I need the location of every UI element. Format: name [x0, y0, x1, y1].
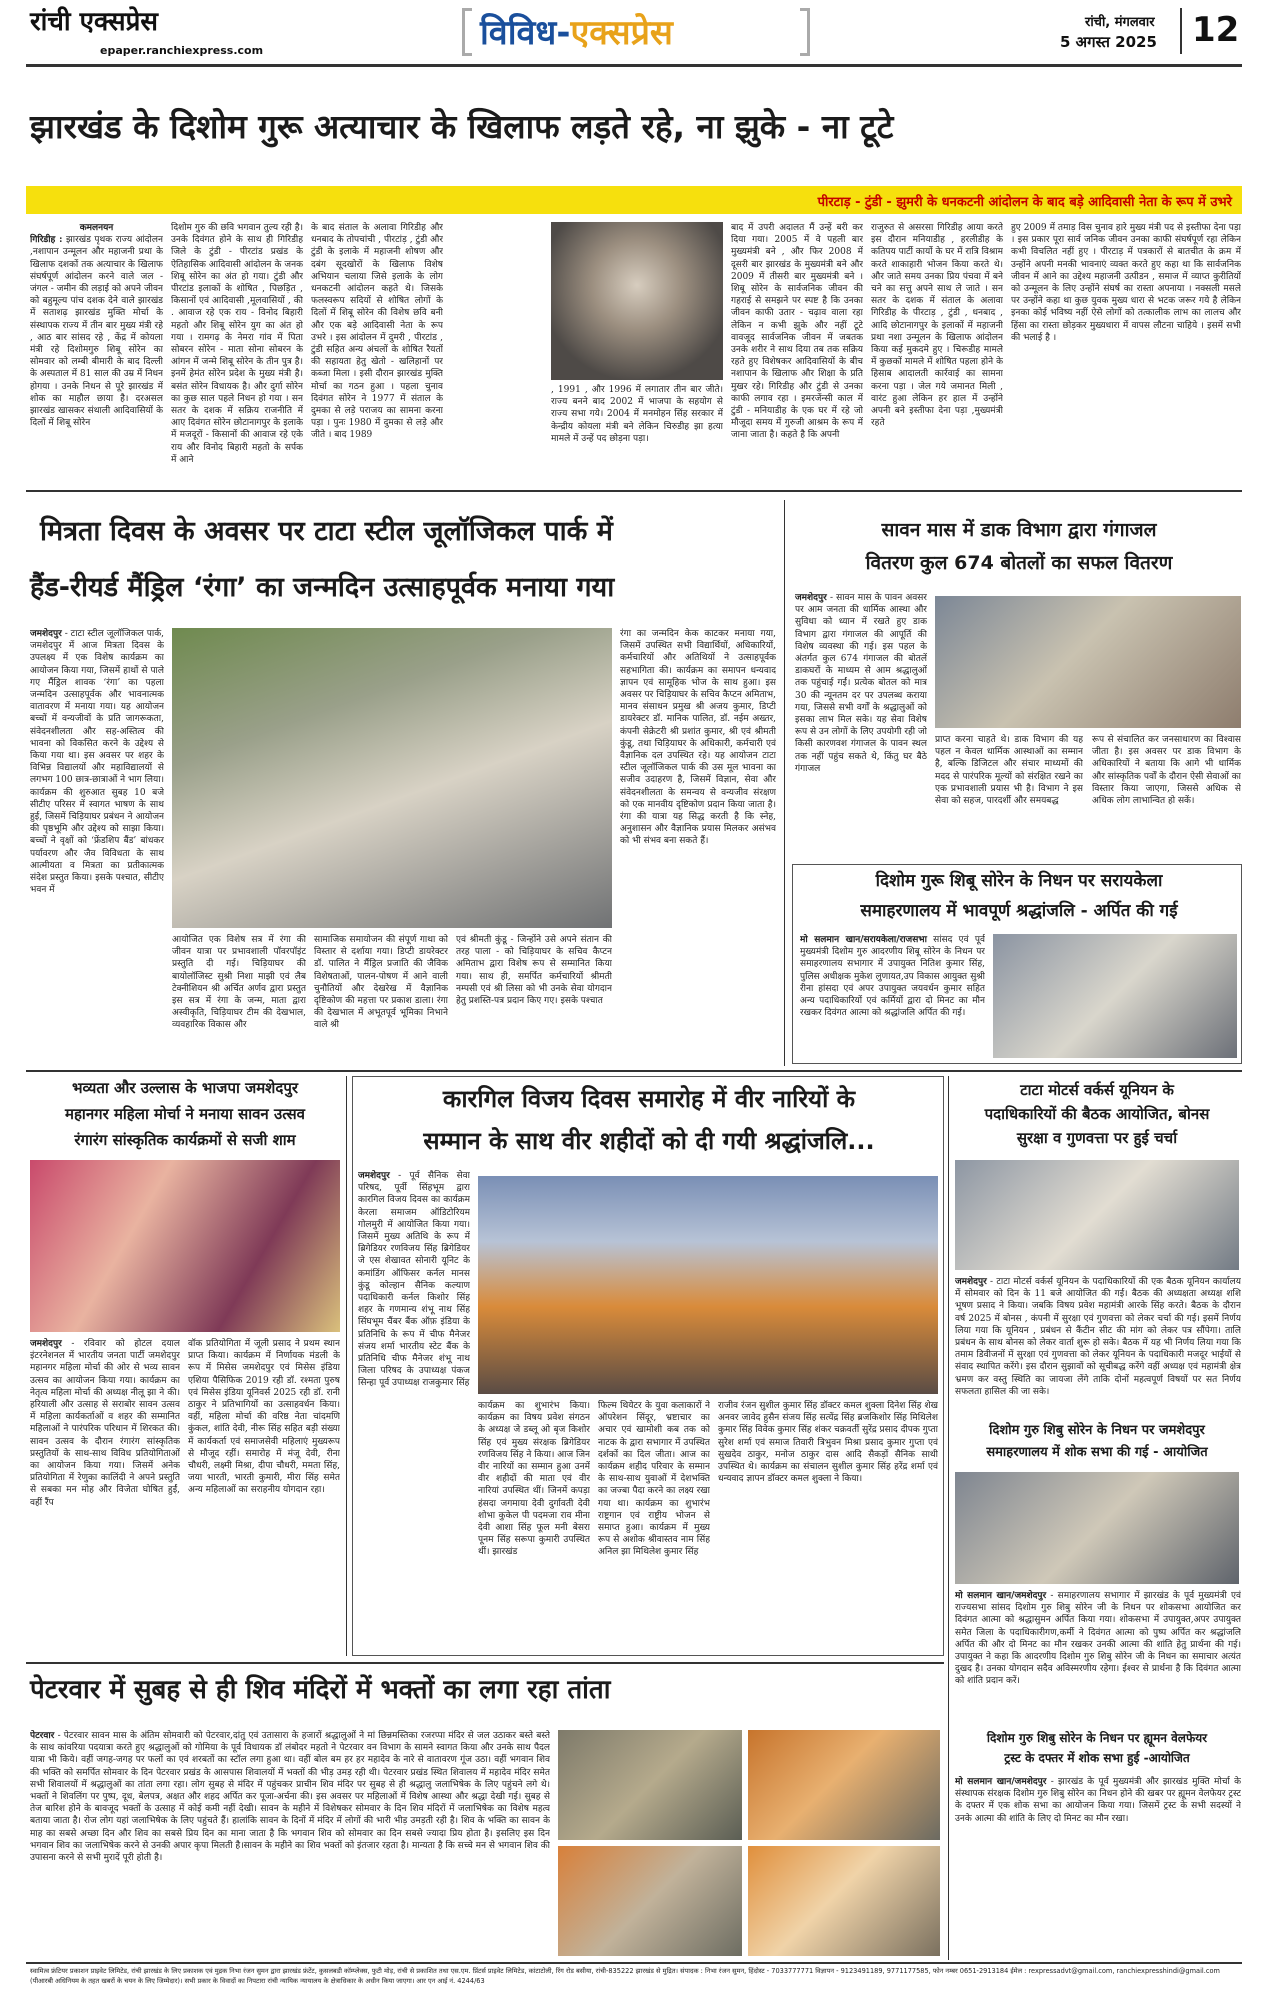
kargil-photo: [478, 1176, 938, 1394]
lead-headline: झारखंड के दिशोम गुरू अत्याचार के खिलाफ लड़ते रहे, ना झुके - ना टूटे: [30, 107, 894, 146]
post-dateline: जमशेदपुर: [795, 593, 827, 603]
saraikela-byline: मो सलमान खान/सरायकेला/राजसभा: [800, 935, 927, 945]
tata-headline-2: पदाधिकारियों की बैठक आयोजित, बोनस: [984, 1105, 1210, 1123]
lead-photo-caption: , 1991 , और 1996 में लगातार तीन बार जीते। राज्य बनने बाद 2002 में भाजपा के सहयोग से राज्य सभा गये। 2004 में मनमोहन सिंह सरकार में केन्द्रीय कोयला मंत्री बने लेकिन चिरुडीह झा हत्या मामले में उन्हें पद छोड़ना पड़ा।: [551, 385, 723, 444]
condolence-photo: [955, 1472, 1239, 1584]
section-prefix: विविध-: [480, 13, 571, 53]
welfare-text: - झारखंड के पूर्व मुख्यमंत्री और झारखंड मुक्ति मोर्चा के संस्थापक संरक्षक दिशोम गुरु शिबु सोरेन का निधन होने की खबर पर ह्यूमन वेलफेयर ट्रस्ट के दफ्तर में एक शोक सभा का आयोजन किया गया। जिसमें ट्रस्ट के सभी सदस्यों ने उनके आत्मा की शांति के लिए दो मिनट का मौन रखा।: [955, 1777, 1241, 1824]
website[interactable]: epaper.ranchiexpress.com: [100, 44, 264, 57]
footer-disclaimer: (पीआरबी अधिनियम के तहत खबरों के चयन के लिए जिम्मेदार)। सभी प्रकार के विवादों का निपटारा रांची न्यायिक न्यायालय के क्षेत्राधिकार के अधीन किया जाएगा। आर एन आई नं. 4244/63: [30, 1977, 485, 1985]
lead-strap: [26, 186, 1242, 214]
bjp-headline-3: रंगारंग सांस्कृतिक कार्यक्रमों से सजी शाम: [74, 1131, 296, 1149]
petarwar-photo-1: [558, 1730, 742, 1840]
zoo-headline-1: मित्रता दिवस के अवसर पर टाटा स्टील जूलॉजिकल पार्क में: [40, 516, 613, 547]
tata-dateline: जमशेदपुर: [955, 1277, 987, 1287]
issue-date: 5 अगस्त 2025: [1060, 33, 1157, 51]
tata-body: [955, 1276, 1241, 1416]
condolence-headline-2: समाहरणालय में शोक सभा की गई - आयोजित: [986, 1445, 1208, 1460]
zoo-col-3: सामाजिक समायोजन की संपूर्ण गाथा को विस्तार से दर्शाया गया। डिप्टी डायरेक्टर डॉ. पालित ने मैंड्रिल प्रजाति की जैविक विशेषताओं, पालन-पोषण में आने वाली चुनौतियों और देखरेख में वैज्ञानिक दृष्टिकोण की महत्ता पर प्रकाश डाला। रंगा की देखभाल में अभूतपूर्व भूमिका निभाने वाले श्री: [314, 935, 448, 1031]
section-rule-3: [26, 1662, 944, 1664]
lead-strap-text: पीरटाड़ - टुंडी - झुमरी के धनकटनी आंदोलन के बाद बड़े आदिवासी नेता के रूप में उभरे: [817, 195, 1232, 210]
bjp-col-1: [30, 1338, 180, 1654]
zoo-col-2: आयोजित एक विशेष सत्र में रंगा की जीवन यात्रा पर प्रभावशाली पॉवरपॉइंट प्रस्तुति दी गई। चिड़ियाघर की बायोलॉजिस्ट सुश्री निशा माझी एवं लैब टेक्नीशियन श्री अर्चित अर्णव द्वारा प्रस्तुत इस सत्र में रंगा के जन्म, माता द्वारा अस्वीकृति, चिड़ियाघर टीम की देखभाल, व्यवहारिक विकास और: [172, 935, 306, 1031]
footer-rule: [26, 1962, 1242, 1964]
post-photo: [935, 596, 1241, 728]
section-rule-2: [26, 1070, 1242, 1072]
section-title: [480, 8, 673, 54]
zoo-photo: [172, 628, 612, 928]
zoo-col-5: रंगा का जन्मदिन केक काटकर मनाया गया, जिसमें उपस्थित सभी विद्यार्थियों, अधिकारियों, कर्मचारियों और अतिथियों ने उत्साहपूर्वक सहभागिता की। कार्यक्रम का समापन धन्यवाद ज्ञापन एवं सामूहिक भोज के साथ हुआ। इस अवसर पर चिड़ियाघर के सचिव कैप्टन अमिताभ, मानव संसाधन प्रमुख श्री अजय कुमार, डिप्टी डायरेक्टर डॉ. मानिक पालित, डॉ. नईम अख्तर, कंपनी सेक्रेटरी श्री प्रशांत कुमार, श्री एवं श्रीमती कुंडू, तथा चिड़ियाघर के अधिकारी, कर्मचारी एवं वैज्ञानिक दल उपस्थित रहे। यह आयोजन टाटा स्टील जूलॉजिकल पार्क की उस मूल भावना का सजीव उदाहरण है, जिसमें विज्ञान, सेवा और संवेदनशीलता के समन्वय से वन्यजीव संरक्षण को एक मानवीय दृष्टिकोण प्रदान किया जाता है। रंगा की यात्रा यह सिद्ध करती है कि स्नेह, अनुशासन और वैज्ञानिक प्रयास मिलकर असंभव को भी संभव बना सकते हैं।: [620, 629, 776, 847]
bjp-col-2: वॉक प्रतियोगिता में जूली प्रसाद ने प्रथम स्थान प्राप्त किया। कार्यक्रम में निर्णायक मंडली के रूप में मिसेस जमशेदपुर एवं मिसेस इंडिया एशिया पैसिफिक 2019 रही डॉ. रश्मता पुरुष एवं मिसेस इंडिया यूनिवर्स 2025 रही डॉ. रानी ठाकुर ने प्रतिभागियों का उत्साहवर्धन किया। वहीं, महिला मोर्चा की वरिष्ठ नेता चांदमणि कुंकल, शांति देवी, नीरू सिंह सहित बड़ी संख्या में कार्यकर्ता एवं समाजसेवी महिलाएं मुख्यरूप से मौजूद रहीं। समारोह में मंजू देवी, रीना चौधरी, लक्ष्मी मिश्रा, दीपा चौधरी, ममता सिंह, जया भारती, भारती कुमारी, मीरा सिंह समेत अन्य महिलाओं का सराहनीय योगदान रहा।: [188, 1339, 340, 1496]
welfare-body: [955, 1776, 1241, 1956]
kargil-col-1: [358, 1170, 470, 1652]
condolence-byline: मो सलमान खान/जमशेदपुर: [955, 1591, 1047, 1601]
petarwar-photo-3: [558, 1846, 742, 1956]
lead-photo: [551, 222, 723, 380]
lead-author: कमलनयन: [79, 223, 114, 233]
petarwar-photo-2: [748, 1730, 940, 1840]
post-text-1: - सावन मास के पावन अवसर पर आम जनता की धार्मिक आस्था और सुविधा को ध्यान में रखते हुए डाक विभाग द्वारा गंगाजल की आपूर्ति की विशेष व्यवस्था की गई। इस पहल के अंतर्गत कुल 674 गंगाजल की बोतलें डाकघरों के माध्यम से आम श्रद्धालुओं तक पहुंचाई गईं। प्रत्येक बोतल को मात्र 30 की न्यूनतम दर पर उपलब्ध कराया गया, जिससे सभी वर्गों के श्रद्धालुओं को इसका लाभ मिल सके। यह सेवा विशेष रूप से उन लोगों के लिए उपयोगी रही जो किसी कारणवश गंगाजल के पावन स्थल तक नहीं पहुंच सकते थे, किंतु घर बैठे गंगाजल: [795, 593, 927, 774]
lead-dateline: गिरिडीह :: [30, 235, 63, 246]
masthead-rule: [26, 64, 1242, 67]
welfare-headline-1: दिशोम गुरु शिबु सोरेन के निधन पर ह्यूमन वेलफेयर: [986, 1731, 1208, 1745]
saraikela-headline-2: समाहरणालय में भावपूर्ण श्रद्धांजलि - अर्पित की गई: [860, 901, 1178, 921]
kargil-dateline: जमशेदपुर: [358, 1171, 390, 1181]
section-bracket-right: [800, 8, 810, 56]
masthead: [0, 0, 1268, 60]
saraikela-headline-1: दिशोम गुरू शिबू सोरेन के निधन पर सरायकेला: [875, 871, 1163, 891]
city-day: रांची, मंगलवार: [1085, 15, 1155, 30]
zoo-col-4: एवं श्रीमती कुंडू - जिन्होंने उसे अपने संतान की तरह पाला - को चिड़ियाघर के सचिव कैप्टन अमिताभ द्वारा विशेष रूप से सम्मानित किया गया। साथ ही, समर्पित कर्मचारियों श्रीमती नम्पसी एवं श्री लिसा को भी उनके सेवा योगदान हेतु प्रशस्ति-पत्र प्रदान किए गए। इसके पश्चात: [456, 935, 612, 1007]
lead-col-7: हुए 2009 में तमाड़ विस चुनाव हारे मुख्य मंत्री पद से इस्तीफा देना पड़ा । इस प्रकार पूरा सार्व जनिक जीवन उनका काफी संघर्षपूर्ण रहा लेकिन कभी विचलित नहीं हुए । पीरटाड़ में पत्रकारों से बातचीत के क्रम में उन्होंने अपनी मनकी भावनाएं व्यक्त करते हुए कहा था कि सार्वजनिक जीवन में आने का उद्देश्य महाजनी उत्पीडन , समाज में व्याप्त कुरीतियों को उन्मूलन के लिए उन्होंने संघर्ष का रास्ता अपनाया । नक्सली मसले पर उन्होंने कहा था कुछ युवक मुख्य धारा से भटक जरूर गये है लेकिन इनका कोई भविष्य नहीं ऐसे लोगों को तत्कालीक लाभ का लालच और हिंसा का रास्ता छोड़कर मुख्यधारा में वापस लौटना चाहिये । इसमें सभी की भलाई है ।: [1011, 223, 1241, 343]
footer-imprint-text: स्वामित्व फ्रंटियर प्रकाशन प्राइवेट लिमिटेड, रांची झारखंड के लिए प्रकाशक एवं मुद्रक निभा रंजन सुमन द्वारा झारखंड फ्रंटेंट, कुसलबडी कॉम्प्लेक्स, फुटी मोड़, रांची से प्रकाशित तथा एस.एम. प्रिंटर्स प्राइवेट लिमिटेड, कांटाटोली, रिंग रोड बसीया, रांची-835222 झारखंड से मुद्रित। संपादक : निभा रंजन सुमन, हिंदोस्ट - 7033777771 विज्ञापन - 9123491189, 9771177585, फोन नम्बर 0651-2913184 ईमेल : rexpressadvt@gmail.com, ranchiexpresshindi@gmail.com: [30, 1967, 1220, 1975]
tata-photo: [955, 1160, 1239, 1270]
lead-col-5: बाद में उपरी अदालत मैं उन्हें बरी कर दिया गया। 2005 में वे पहली बार मुख्यमंत्री बने , और फिर 2008 में दूसरी बार झारखंड के मुख्यमंत्री बने और 2009 में तीसरी बार मुख्यमंत्री बने । शिबू सोरेन के सार्वजनिक जीवन की गहराई से समझने पर स्पष्ट है कि उनका जीवन काफी उतार - चढ़ाव वाला रहा लेकिन न कभी झुके और नहीं टूटे वावजूद सार्वजनिक जीवन में जबतक उनके शरीर ने साथ दिया तब तक सक्रिय रहते हुए विशेषकर आदिवासियों के बीच नशापान के खिलाफ और शिक्षा के प्रति मुखर रहे। गिरिडीह और टुंडी से उनका काफी लगाव रहा । इमरजेंन्सी काल में टुंडी - मनियाडीह के एक घर में रहे जो मौजूदा समय में गुरुजी आश्रम के रूप में जाना जाता है। कहते है कि अपनी: [731, 223, 863, 441]
bjp-photo: [30, 1160, 340, 1332]
vertical-rule-1: [784, 500, 785, 1066]
zoo-text-1: - टाटा स्टील जूलॉजिकल पार्क, जमशेदपुर में आज मित्रता दिवस के उपलक्ष्य में एक विशेष कार्यक्रम का आयोजन किया गया, जिसमें हाथों से पाले गए मैंड्रिल शावक ‘रंगा’ का पहला जन्मदिन उत्साहपूर्वक और भावनात्मक वातावरण में मनाया गया। यह आयोजन बच्चों में वन्यजीवों के प्रति जागरूकता, संवेदनशीलता और सह-अस्तित्व की भावना को विकसित करने के उद्देश्य से किया गया था। इस अवसर पर शहर के विभिन्न विद्यालयों और महाविद्यालयों से लगभग 100 छात्र-छात्राओं ने भाग लिया। कार्यक्रम की शुरुआत सुबह 10 बजे सीटीए परिसर में स्वागत भाषण के साथ हुई, जिसमें चिड़ियाघर प्रबंधन ने आयोजन की पृष्ठभूमि और उद्देश्य को साझा किया। बच्चों ने वृक्षों को ‘फ्रेंडशिप बैंड’ बांधकर पर्यावरण और जैव विविधता के साथ आत्मीयता व मित्रता का प्रतीकात्मक संदेश प्रस्तुत किया। इसके पश्चात, सीटीए भवन में: [30, 629, 164, 896]
saraikela-body: [800, 934, 985, 1060]
condolence-body: [955, 1590, 1241, 1726]
saraikela-text: सांसद एवं पूर्व मुख्यमंत्री दिशोम गुरु आदरणीय शिबू सोरेन के निधन पर समाहरणालय सभागार में उपायुक्त नितिश कुमार सिंह, पुलिस अधीक्षक मुकेश लुणायत,उप विकास आयुक्त सुश्री रीना हांसदा एवं अपर उपायुक्त जयवर्धन कुमार सहित अन्य पदाधिकारियों एवं कर्मियों द्वारा दो मिनट का मौन रखकर दिवंगत आत्मा को श्रद्धांजलि अर्पित की गई।: [800, 935, 985, 1019]
kargil-text-1: - पूर्व सैनिक सेवा परिषद, पूर्वी सिंहभूम द्वारा कारगिल विजय दिवस का कार्यक्रम केरला समाजम ऑडिटोरियम गोलमुरी में आयोजित किया गया। जिसमें मुख्य अतिथि के रूप में ब्रिगेडियर रणविजय सिंह ब्रिगेडियर जे एस शेखावत सोनारी यूनिट के कमांडिंग ऑफिसर कर्नल मानस कुंडू कोल्हान सैनिक कल्याण पदाधिकारी कर्नल किशोर सिंह शहर के गणमान्य शंभू नाथ सिंह सिंघभूम चैंबर बैंक ऑफ़ इंडिया के प्रतिनिधि के रूप में चीफ मैनेजर संजय शर्मा भारतीय स्टेट बैंक के प्रतिनिधि चीफ मैनेजर शंभू नाथ जिला परिषद के उपाध्यक्ष पंकज सिन्हा पूर्व उपाध्यक्ष राजकुमार सिंह: [358, 1171, 470, 1389]
bjp-dateline: जमशेदपुर: [30, 1339, 62, 1349]
page-number-divider: [1180, 8, 1182, 54]
post-col-2: प्राप्त करना चाहते थे। डाक विभाग की यह पहल न केवल धार्मिक आस्थाओं का सम्मान है, बल्कि डिजिटल और संचार माध्यमों की मदद से पारंपरिक मूल्यों को संरक्षित रखने का एक प्रभावशाली प्रयास भी है। विभाग ने इस सेवा को सहज, पारदर्शी और समयबद्ध: [935, 735, 1083, 807]
vertical-rule-2: [346, 1076, 347, 1656]
welfare-headline-2: ट्रस्ट के दफ्तर में शोक सभा हुई -आयोजित: [1004, 1751, 1190, 1765]
tata-text: - टाटा मोटर्स वर्कर्स यूनियन के पदाधिकारियों की एक बैठक यूनियन कार्यालय में सोमवार को दिन के 11 बजे आयोजित की गई। बैठक की अध्यक्षता अध्यक्ष शशि भूषण प्रसाद ने किया। जबकि विषय प्रवेश महामंत्री आरके सिंह करते। बैठक के दौरान वर्ष 2025 में बोनस , कंपनी में सुरक्षा एवं गुणवत्ता को लेकर चर्चा की गई। इसमें निर्णय लिया गया कि यूनियन , प्रबंधन से कैंटीन सीट की मांग को लेकर पत्र सौंपेगा। तालि प्रबंधन के साथ बोनस को लेकर वार्ता शुरू हो सके। बैठक में यह भी निर्णय लिया गया कि तमाम डिवीजनों में सुरक्षा एवं गुणवत्ता को लेकर यूनियन के पदाधिकारी मजदूर भाईयों से संवाद स्थापित करेंगे। इस दौरान सुझावों को सूचीबद्ध करेंगे वहीं अध्यक्ष एवं महामंत्री क्षेत्र भ्रमण कर वस्तु स्थिति का जायजा लेंगे ताकि दोनों महत्वपूर्ण विषयों पर सत निर्णय सफलता हासिल की जा सके।: [955, 1277, 1241, 1397]
saraikela-photo: [993, 934, 1237, 1058]
lead-text-1: झारखंड पृथक राज्य आंदोलन ,नशापान उन्मूलन और महाजनी प्रथा के खिलाफ दशकों तक अत्याचार के खिलाफ संघर्षपूर्ण आंदोलन करने वाले जल - जंगल - जमीन की लड़ाई को अपने जीवन को बहुमूल्य पांच दशक देने वाले झारखंड में सताशढ़ झारखंड मुक्ति मोर्चा के संस्थापक राज्य में तीन बार मुख्य मंत्री रहे , आठ बार सांसद रहे , केंद्र में कोयला मंत्री रहे दिशोमगुरु शिबू सोरेन का सोमवार को लम्बी बीमारी के बाद दिल्ली के अस्पताल में 81 साल की उम्र में निधन होगया । उनके निधन से पूरे झारखंड में शोक का माहौल छाया है। दरअसल झारखंड खासकर संथाली आदिवासियों के दिलों में शिबू सोरेन: [30, 235, 163, 429]
post-col-1: [795, 592, 927, 858]
section-bracket-left: [462, 8, 472, 56]
paper-name: रांची एक्सप्रेस: [30, 7, 159, 37]
petarwar-photo-4: [748, 1846, 940, 1956]
section-suffix: एक्सप्रेस: [570, 13, 673, 53]
zoo-dateline: जमशेदपुर: [30, 629, 62, 639]
kargil-headline-2: सम्मान के साथ वीर शहीदों को दी गयी श्रद्धांजलि...: [423, 1127, 875, 1155]
bjp-headline-1: भव्यता और उल्लास के भाजपा जमशेदपुर: [72, 1079, 298, 1097]
tata-headline-1: टाटा मोटर्स वर्कर्स यूनियन के: [1020, 1081, 1174, 1099]
petarwar-body: [30, 1730, 550, 1956]
vertical-rule-3: [948, 1076, 949, 1960]
petarwar-dateline: पेटरवार: [30, 1731, 55, 1741]
footer-imprint: [30, 1966, 1240, 1996]
condolence-text: - समाहरणालय सभागार में झारखंड के पूर्व मुख्यमंत्री एवं राज्यसभा सांसद दिशोम गुरु शिबु सोरेन जी के निधन पर शोकसभा आयोजित कर दिवंगत आत्मा को श्रद्धासुमन अर्पित किया गया। शोकसभा में उपायुक्त,अपर उपायुक्त समेत जिला के पदाधिकारीगण,कर्मी ने दिवंगत आत्मा को पुष्प अर्पित कर श्रद्धांजलि अर्पित की और दो मिनट का मौन रखकर उनकी आत्मा की शांति हेतु प्रार्थना की गई। उपायुक्त ने कहा कि आदरणीय दिशोम गुरु शिबु सोरेन जी के निधन का समाचार अत्यंत दुखद है। उनका योगदान सदैव अविस्मरणीय रहेगा। ईश्वर से प्रार्थना है कि दिवंगत आत्मा को शांति प्रदान करें।: [955, 1591, 1241, 1687]
zoo-col-1: [30, 628, 164, 1064]
petarwar-headline: पेटरवार में सुबह से ही शिव मंदिरों में भक्तों का लगा रहा तांता: [30, 1675, 611, 1705]
post-headline-2: वितरण कुल 674 बोतलों का सफल वितरण: [865, 552, 1173, 574]
post-headline-1: सावन मास में डाक विभाग द्वारा गंगाजल: [881, 519, 1157, 541]
post-col-3: रूप से संचालित कर जनसाधारण का विश्वास जीता है। इस अवसर पर डाक विभाग के अधिकारियों ने बताया कि आगे भी धार्मिक और सांस्कृतिक पर्वों के दौरान ऐसी सेवाओं का विस्तार किया जाएगा, जिससे अधिक से अधिक लोग लाभान्वित हो सकें।: [1092, 735, 1241, 807]
zoo-headline-2: हैंड-रीयर्ड मैंड्रिल ‘रंगा’ का जन्मदिन उत्साहपूर्वक मनाया गया: [30, 572, 615, 603]
page-number: 12: [1192, 10, 1240, 50]
kargil-col-4: फिल्म थियेटर के युवा कलाकारों ने ऑपरेशन सिंदूर, भ्रष्टाचार का अचार एवं खामोशी कब तक को नाटक के द्वारा सभागार में उपस्थित दर्शकों का दिल जीता। आज का कार्यक्रम शहीद परिवार के सम्मान के साथ-साथ युवाओं में देशभक्ति का जज्बा पैदा करने का लक्ष्य रखा गया था। कार्यक्रम का शुभारंभ राष्ट्रगान एवं राष्ट्रीय भोजन से समाप्त हुआ। कार्यक्रम में मुख्य रूप से अशोक श्रीवास्तव नाम सिंह अनिल झा मिथिलेश कुमार सिंह: [598, 1401, 710, 1558]
welfare-byline: मो सलमान खान/जमशेदपुर: [955, 1777, 1047, 1787]
kargil-col-3: कार्यक्रम का शुभारंभ किया। कार्यक्रम का विषय प्रवेश संगठन के अध्यक्ष जे डब्लू ओ बृज किशोर सिंह एवं मुख्य संरक्षक ब्रिगेडियर रणविजय सिंह ने किया। आज जिन वीर नारियों का सम्मान हुआ उनमें वीर शहीदों की माता एवं वीर नारियां उपस्थित थीं। जिनमें कपड़ा हंसदा जगमाया देवी दुर्गावती देवी शोभा कुकेल पी पदमजा राव मीना देवी आशा सिंह फूल मनी बेसरा पूनम सिंह सरूपा कुमारी उपस्थित थीं। झारखंड: [478, 1401, 590, 1558]
bjp-headline-2: महानगर महिला मोर्चा ने मनाया सावन उत्सव: [65, 1105, 305, 1123]
lead-col-6: राजुरुत से असरसा गिरिडीह आया करते इस दौरान मनियाडीह , हरलीडीह के कतिपय पार्टी कार्यो के घर में रात्रि विश्राम करते शाकाहारी भोजन किया करते थे। और जाते समय उनका प्रिय पंचवा में बने चने का सत्तु अपने साथ ले जाते । सन सतर के दशक में संताल के अलावा गिरिडीह के पीरटाड़ , टुंडी , धनबाद , आदि छोटानागपुर के इलाकों में महाजनी प्रथा नशा उन्मूलन के खिलाफ आंदोलन किया कई मुकदमे हुए । चिरूडीह मामले में कुछकों मामले में शोषित पहला होने के हिसाब आदालती कार्रवाई का सामना करना पड़ा । जेल गये जमानत मिली , वारंट हुआ लेकिन हर हाल में उन्होंने अपनी बने इस्तीफा देना पड़ा ,मुख्यमंत्री रहते: [871, 223, 1003, 429]
condolence-headline-1: दिशोम गुरु शिबु सोरेन के निधन पर जमशेदपुर: [989, 1423, 1205, 1438]
kargil-headline-1: कारगिल विजय दिवस समारोह में वीर नारियों के: [442, 1085, 856, 1113]
lead-col-2: दिशोम गुरु की छवि भगवान तुल्य रही है। उनके दिवंगत होने के साथ ही गिरिडीह जिले के टुंडी - पीरटांड प्रखंड के ऐतिहासिक आदिवासी आंदोलन के जनक शिबू सोरेन का अंत हो गया। टुंडी और पीरटांड इलाकों के शोषित , पिछड़ित , किसानों एवं आदिवासी ,मूलवासियों , की . आवाज रहे एक राय - विनोद बिहारी महतो और शिबू सोरेन युग का अंत हो गया । रामगढ़ के नेमरा गांव में पिता सोबरन सोरेन - माता सोना सोबरन के आंगन में जन्मे शिबू सोरेन के तीन पुत्र है। इनमें हेमंत सोरेन प्रदेश के मुख्य मंत्री है। बसंत सोरेन विधायक है। और दुर्गा सोरेन का कुछ साल पहले निधन हो गया । सन सतर के दशक में सक्रिय राजनीति में आए दिवंगत सोरेन छोटानागपुर के इलाके में मजदूरों - किसानों की आवाज रहे एके राय और विनोद बिहारी महतो के सर्पक में आने: [171, 223, 303, 465]
lead-col-1: [30, 222, 163, 484]
kargil-col-5: राजीव रंजन सुशील कुमार सिंह डॉक्टर कमल शुक्ला दिनेश सिंह शेख अनवर जावेद हुसैन संजय सिंह सत्येंद्र सिंह ब्रजकिशोर सिंह मिथिलेश कुमार सिंह विवेक कुमार सिंह शंकर चक्रवर्ती सुरेंद्र प्रसाद दीपक गुप्ता सुरेश शर्मा एवं समाज तिवारी त्रिभुवन मिश्रा प्रसाद कुमार गुप्ता एवं सुखदेव ठाकुर, मनोज ठाकुर दास आदि सैकड़ों सैनिक साथी उपस्थित थे। कार्यक्रम का संचालन सुशील कुमार सिंह हरेंद्र शर्मा एवं धन्यवाद ज्ञापन डॉक्टर कमल शुक्ला ने किया।: [718, 1401, 938, 1485]
tata-headline-3: सुरक्षा व गुणवत्ता पर हुई चर्चा: [1016, 1129, 1178, 1147]
lead-col-3: के बाद संताल के अलावा गिरिडीह और धनबाद के तोपचांची , पीरटांड़ , टुंडी और टुंडी के इलाके में महाजनी शोषण और दबंग सूदखोरों के खिलाफ विशेष अभियान चलाया जिसे इलाके के लोग धनकटनी आंदोलन कहते थे। जिसके फलस्वरूप सदियों से शोषित लोगों के दिलों में शिबू सोरेन की विशेष छवि बनी और एक बड़े आदिवासी नेता के रूप उभरे । इस आंदोलन में दुमरी , पीरटांड , टुंडी सहित अन्य अंचलों के शोषित रैयतों की सहायता हेतु खेतो - खलिहानों पर कब्जा मिला । इसी दौरान झारखंड मुक्ति मोर्चा का गठन हुआ । पहला चुनाव दिवंगत सोरेन ने 1977 में संताल के दुमका से लड़े पराजय का सामना करना पड़ा । पुनः 1980 में दुमका से लड़े और जीते । बाद 1989: [311, 223, 443, 441]
section-rule-1: [26, 490, 1242, 492]
petarwar-text: - पेटरवार सावन मास के अंतिम सोमवारी को पेटरवार,दांतु एवं उतासारा के हजारों श्रद्धालुओं ने मां छिन्नमस्तिका रजरप्पा मंदिर से जल उठाकर बस्ते बस्ते के साथ कांवरिया पदयात्रा करते हुए श्रद्धालुओं को गोमिया के पूर्व विधायक डॉ लंबोदर महतो ने पेटरवार वन विभाग के सामने स्वागत किया और उनके साथ पैदल यात्रा भी किये। वहीं जगह-जगह पर फलों का एवं शरबतों का स्टॉल लगा हुआ था। वहीं बोल बम हर हर महादेव के नारे से वातावरण गूंज उठा। वहीं भगवान शिव की भक्ति को समर्पित सोमवार के दिन पेटरवार प्रखंड के आसपास शिवालयों में भक्तों की भीड़ उमड़ रही थी। पेटरवार प्रखंड स्थित शिवालय में महादेव मंदिर समेत सभी शिवालयों में श्रद्धालुओं का तांता लगा रहा। लोग सुबह से मंदिर में पहुंचकर प्राचीन शिव मंदिर पर सुबह से ही श्रद्धालु जलाभिषेक के लिए पहुंचने लगे थे। भक्तों ने शिवलिंग पर पुष्प, दूध, बेलपत्र, अक्षत और शहद अर्पित कर पूजा-अर्चना की। इस अवसर पर महिलाओं में विशेष आस्था और श्रद्धा देखी गई। सुबह से तेज बारिश होने के बावजूद भक्तों के उत्साह में कोई कमी नहीं देखी। सावन के महीने में विशेषकर सोमवार के दिन शिव मंदिरों में जलाभिषेक का विशेष महत्व बताया जाता है। रोज लोग यहां जलाभिषेक के लिए पहुंचते हैं। हालांकि सावन के दिनों में मंदिर में लोगों की भारी भीड़ उमड़ती रही है। शिव के भक्ति का सावन के माह का सबसे अच्छा दिन और शिव का सबसे प्रिय दिन का माना जाता है कि भगवान शिव को सोमवार का दिन सबसे ज्यादा प्रिय होता है। इसलिए इस दिन भगवान शिव का जलाभिषेक करने से उनकी अपार कृपा मिलती है।सावन के महीने का शिव भक्तों को इंतजार रहता है। मान्यता है कि सच्चे मन से भगवान शिव की उपासना करने से सभी मुरादें पूरी होती है।: [30, 1731, 550, 1864]
bjp-text-1: - रविवार को होटल दयाल इंटरनेशनल में भारतीय जनता पार्टी जमशेदपुर महानगर महिला मोर्चा की ओर से भव्य सावन उत्सव का आयोजन किया गया। कार्यक्रम का नेतृत्व महिला मोर्चा की अध्यक्ष नीलू झा ने की। हरियाली और उत्साह से सराबोर सावन उत्सव में महिला कार्यकर्ताओं व शहर की सम्मानित महिलाओं ने पारंपरिक परिधान में शिरकत की। सावन उत्सव के दौरान रंगारंग सांस्कृतिक प्रस्तुतियों के साथ-साथ विविध प्रतियोगिताओं का आयोजन किया गया। जिसमें अनेक प्रतियोगिता में रेणुका कालिंदी ने अपने प्रस्तुति से सबका मन मोह और विजेता घोषित हुईं, वहीं रैंप: [30, 1339, 180, 1508]
